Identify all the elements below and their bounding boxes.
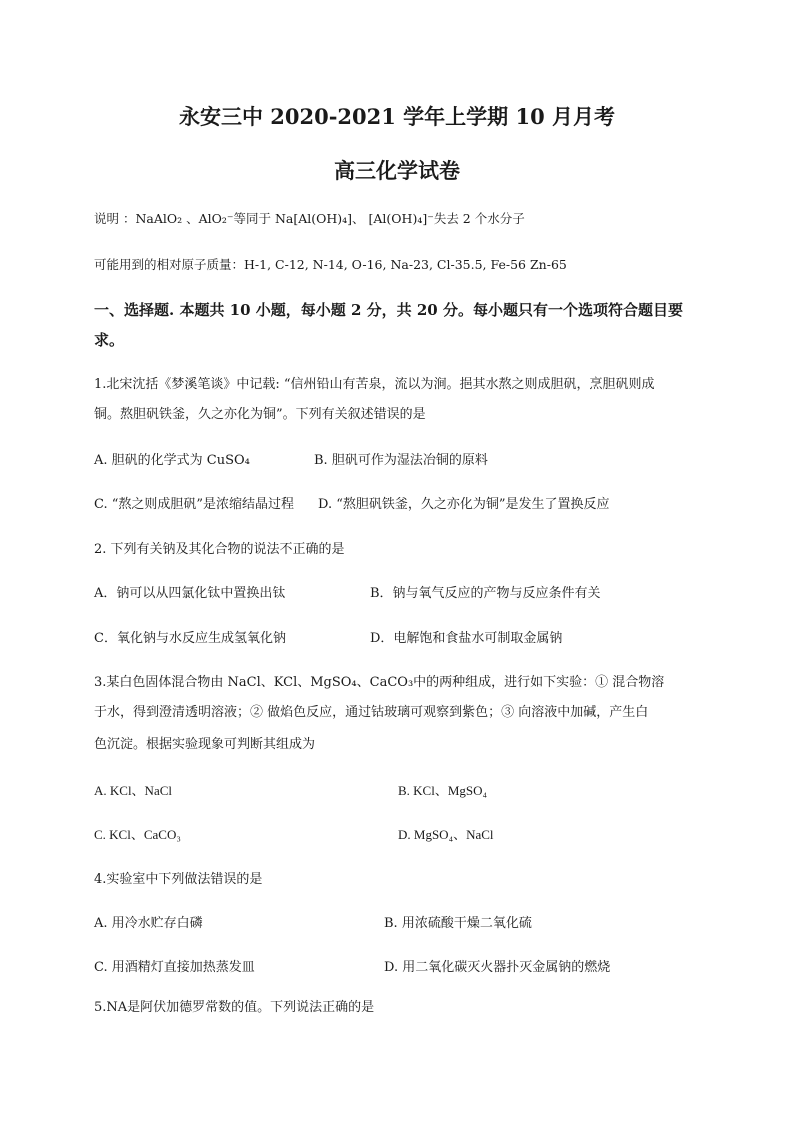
page-title: 永安三中 2020-2021 学年上学期 10 月月考 <box>178 104 616 129</box>
option-d: D. MgSO₄、NaCl <box>398 827 494 842</box>
explanation-note: 说明 ：NaAlO₂ 、AlO₂⁻等同于 Na[Al(OH)₄]、 [Al(OH)₄]⁻失去 2 个水分子 <box>94 211 525 226</box>
question-stem-line: 5.NA是阿伏加德罗常数的值。下列说法正确的是 <box>94 1000 375 1015</box>
question-stem-line: 色沉淀。根据实验现象可判断其组成为 <box>94 737 316 752</box>
question-stem-line: 3.某白色固体混合物由 NaCl、KCl、MgSO₄、CaCO₃中的两种组成，进行如下实验：① 混合物溶 <box>94 675 665 690</box>
option-b: B．钠与氧气反应的产物与反应条件有关 <box>370 586 601 601</box>
question-stem-line: 铜。熬胆矾铁釜，久之亦化为铜”。下列有关叙述错误的是 <box>94 407 426 422</box>
option-a: A. 胆矾的化学式为 CuSO₄ <box>94 453 250 468</box>
option-c: C. “熬之则成胆矾”是浓缩结晶过程 <box>94 497 295 512</box>
option-c: C. KCl、CaCO₃ <box>94 827 181 842</box>
atomic-masses-note: 可能用到的相对原子质量：H-1, C-12, N-14, O-16, Na-23, Cl-35.5, Fe-56 Zn-65 <box>94 257 567 272</box>
section-heading-continued: 求。 <box>94 331 125 349</box>
option-a: A. 用冷水贮存白磷 <box>94 916 203 931</box>
question-stem-line: 于水，得到澄清透明溶液；② 做焰色反应，通过钴玻璃可观察到紫色；③ 向溶液中加碱，产生白 <box>94 705 649 720</box>
option-d: D. “熬胆矾铁釜，久之亦化为铜”是发生了置换反应 <box>318 497 610 512</box>
question-stem-line: 4.实验室中下列做法错误的是 <box>94 872 263 887</box>
option-b: B. 用浓硫酸干燥二氧化硫 <box>384 916 532 931</box>
option-a: A. KCl、NaCl <box>94 783 173 798</box>
question-stem-line: 2. 下列有关钠及其化合物的说法不正确的是 <box>94 542 345 557</box>
option-c: C. 用酒精灯直接加热蒸发皿 <box>94 960 255 975</box>
option-d: D. 用二氧化碳灭火器扑灭金属钠的燃烧 <box>384 960 611 975</box>
option-b: B. 胆矾可作为湿法冶铜的原料 <box>314 453 488 468</box>
option-a: A．钠可以从四氯化钛中置换出钛 <box>94 586 286 601</box>
option-b: B. KCl、MgSO₄ <box>398 783 488 798</box>
section-heading: 一、选择题. 本题共 10 小题，每小题 2 分，共 20 分。每小题只有一个选项符合题目要 <box>94 301 683 319</box>
page-subtitle: 高三化学试卷 <box>334 158 460 183</box>
option-d: D．电解饱和食盐水可制取金属钠 <box>370 631 563 646</box>
option-c: C．氧化钠与水反应生成氢氧化钠 <box>94 631 286 646</box>
question-stem-line: 1.北宋沈括《梦溪笔谈》中记载: “信州铅山有苦泉，流以为涧。挹其水熬之则成胆矾，烹胆矾则成 <box>94 377 655 392</box>
